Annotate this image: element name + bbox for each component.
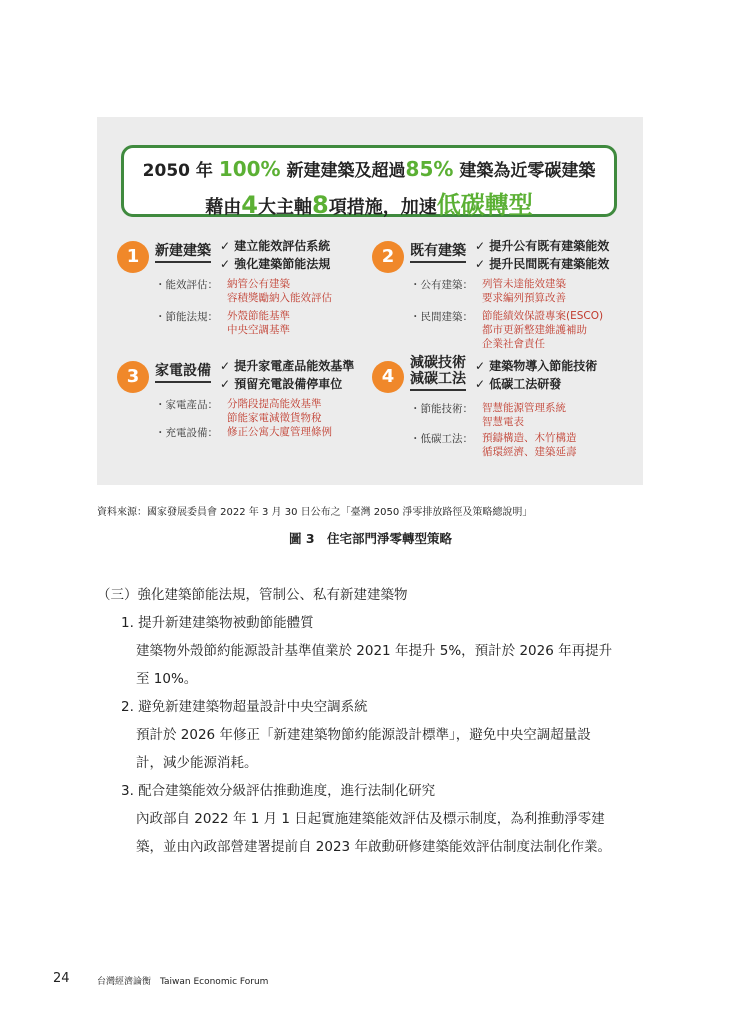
page-number: 24 (53, 971, 70, 986)
sub-values: 納管公有建築 容積獎勵納入能效評估 (227, 278, 332, 304)
section-heading: （三）強化建築節能法規，管制公、私有新建建築物 (97, 587, 408, 603)
item-1-title: 1. 提升新建建築物被動節能體質 (121, 615, 314, 631)
item-3-title: 3. 配合建築能效分級評估推動進度，進行法制化研究 (121, 783, 436, 799)
sub-label: ・充電設備： (155, 427, 218, 439)
sub-values: 智慧能源管理系統 智慧電表 (482, 402, 566, 428)
quadrant-title: 既有建築 (410, 243, 466, 263)
item-1-text-line-2: 至 10%。 (136, 671, 198, 687)
figure-source: 資料來源：國家發展委員會 2022 年 3 月 30 日公布之「臺灣 2050 淨零排放路徑及策略總說明」 (97, 507, 533, 518)
figure-headline (121, 145, 617, 217)
sub-label: ・家電產品： (155, 399, 218, 411)
sub-values: 預鑄構造、木竹構造 循環經濟、建築延壽 (482, 432, 577, 458)
figure-caption: 圖 3 住宅部門淨零轉型策略 (288, 531, 453, 546)
strategy-figure (97, 117, 643, 485)
quadrant-title: 新建建築 (155, 243, 211, 263)
sub-label: ・公有建築： (410, 279, 473, 291)
item-3-text-line-2: 築，並由內政部營建署提前自 2023 年啟動研修建築能效評估制度法制化作業。 (136, 839, 611, 855)
headline-line-1: 2050 年 100% 新建建築及超過85% 建築為近零碳建築 (142, 157, 596, 181)
number-badge: 3 (117, 361, 149, 393)
sub-label: ・民間建築： (410, 311, 473, 323)
sub-values: 外殼節能基準 中央空調基準 (227, 310, 290, 336)
sub-values: 分階段提高能效基準 節能家電減徵貨物稅 (227, 398, 322, 424)
journal-name: 台灣經濟論衡 Taiwan Economic Forum (97, 977, 269, 987)
item-2-text-line-1: 預計於 2026 年修正「新建建築物節約能源設計標準」，避免中央空調超量設 (136, 727, 591, 743)
sub-label: ・節能法規： (155, 311, 218, 323)
sub-label: ・能效評估： (155, 279, 218, 291)
sub-label: ・低碳工法： (410, 433, 473, 445)
number-badge: 1 (117, 241, 149, 273)
item-2-title: 2. 避免新建建築物超量設計中央空調系統 (121, 699, 368, 715)
item-3-text-line-1: 內政部自 2022 年 1 月 1 日起實施建築能效評估及標示制度，為利推動淨零建 (136, 811, 605, 827)
quadrant-title: 減碳技術 減碳工法 (410, 355, 466, 391)
check-list: ✓ 建立能效評估系統 ✓ 強化建築節能法規 (220, 239, 331, 271)
sub-values: 列管未達能效建築 要求編列預算改善 (482, 278, 566, 304)
number-badge: 2 (372, 241, 404, 273)
item-1-text-line-1: 建築物外殼節約能源設計基準值業於 2021 年提升 5%，預計於 2026 年再提升 (136, 643, 613, 659)
sub-values: 節能績效保證專案(ESCO) 都市更新整建維護補助 企業社會責任 (482, 310, 604, 350)
check-list: ✓ 提升家電產品能效基準 ✓ 預留充電設備停車位 (220, 359, 355, 391)
number-badge: 4 (372, 361, 404, 393)
item-2-text-line-2: 計，減少能源消耗。 (136, 755, 258, 771)
check-list: ✓ 建築物導入節能技術 ✓ 低碳工法研發 (475, 359, 598, 391)
headline-line-2: 藉由4大主軸8項措施，加速低碳轉型 (205, 191, 533, 219)
sub-values: 修正公寓大廈管理條例 (227, 426, 332, 438)
sub-label: ・節能技術： (410, 403, 473, 415)
quadrant-title: 家電設備 (155, 363, 211, 383)
check-list: ✓ 提升公有既有建築能效 ✓ 提升民間既有建築能效 (475, 239, 610, 271)
